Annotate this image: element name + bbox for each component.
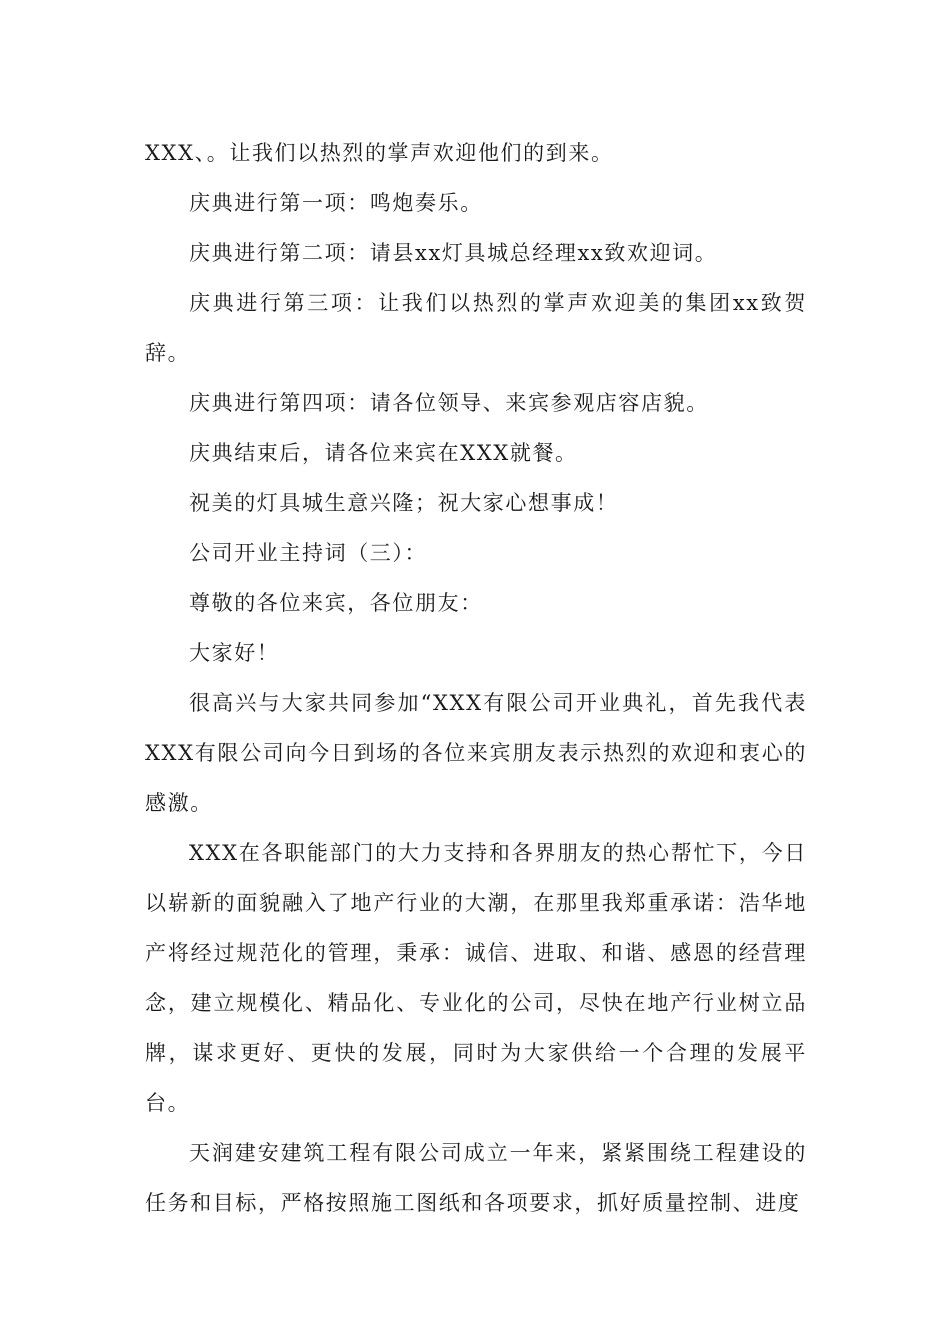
paragraph-5: 庆典进行第四项：请各位领导、来宾参观店容店貌。 xyxy=(189,391,709,415)
paragraph-2: 庆典进行第一项：鸣炮奏乐。 xyxy=(189,191,483,215)
paragraph-13: 天润建安建筑工程有限公司成立一年来，紧紧围绕工程建设的任务和目标，严格按照施工图纸和各项要求，抓好质量控制、进度 xyxy=(145,1141,807,1215)
greeting: 大家好！ xyxy=(189,641,280,665)
paragraph-3: 庆典进行第二项：请县xx灯具城总经理xx致欢迎词。 xyxy=(189,241,718,265)
section-heading: 公司开业主持词（三）： xyxy=(189,541,428,565)
paragraph-6: 庆典结束后，请各位来宾在XXX就餐。 xyxy=(189,441,578,465)
paragraph-1: XXX、。让我们以热烈的掌声欢迎他们的到来。 xyxy=(145,141,614,165)
salutation: 尊敬的各位来宾，各位朋友： xyxy=(189,591,483,615)
paragraph-7: 祝美的灯具城生意兴隆；祝大家心想事成！ xyxy=(189,491,619,515)
paragraph-4: 庆典进行第三项：让我们以热烈的掌声欢迎美的集团xx致贺辞。 xyxy=(145,291,807,365)
paragraph-12: XXX在各职能部门的大力支持和各界朋友的热心帮忙下，今日以崭新的面貌融入了地产行业的大潮，在那里我郑重承诺：浩华地产将经过规范化的管理，秉承：诚信、进取、和谐、感恩的经营理念，建立规模化、精品化、专业化的公司，尽快在地产行业树立品牌，谋求更好、更快的发展，同时为大家供给一个合理的发展平台。 xyxy=(145,841,807,1115)
paragraph-11: 很高兴与大家共同参加“XXX有限公司开业典礼，首先我代表XXX有限公司向今日到场的各位来宾朋友表示热烈的欢迎和衷心的感激。 xyxy=(145,691,807,815)
document-body xyxy=(145,128,807,1228)
